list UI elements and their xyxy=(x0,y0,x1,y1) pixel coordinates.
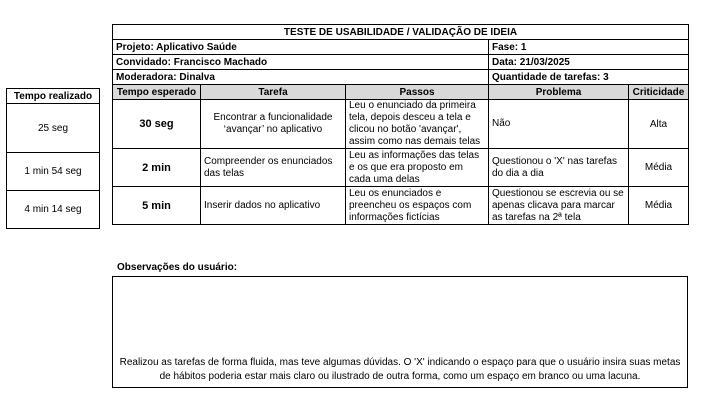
criticality-cell: Alta xyxy=(629,100,689,149)
observations-box xyxy=(112,276,688,388)
table-row xyxy=(113,187,689,225)
guest-field: Convidado: Francisco Machado xyxy=(113,55,489,70)
task-cell: Inserir dados no aplicativo xyxy=(201,187,346,225)
observations-text: Realizou as tarefas de forma fluida, mas teve algumas dúvidas. O 'X' indicando o espaço para que o usuário insira suas metas de hábitos poderia estar mais claro ou ilustrado de outra forma, como um espaço em branco ou uma lacuna. xyxy=(119,357,681,382)
criticality-cell: Média xyxy=(629,187,689,225)
date-field: Data: 21/03/2025 xyxy=(489,55,689,70)
header-expected-time: Tempo esperado xyxy=(113,85,201,100)
phase-field: Fase: 1 xyxy=(489,40,689,55)
header-problem: Problema xyxy=(489,85,629,100)
time-realized-cell: 1 min 54 seg xyxy=(7,153,100,191)
criticality-cell: Média xyxy=(629,149,689,187)
moderator-field: Moderadora: Dinalva xyxy=(113,70,489,85)
task-cell: Compreender os enunciados das telas xyxy=(201,149,346,187)
steps-cell: Leu os enunciados e preencheu os espaços com informações fictícias xyxy=(346,187,489,225)
time-realized-table xyxy=(6,88,100,229)
table-row xyxy=(7,104,100,153)
problem-cell: Questionou o 'X' nas tarefas do dia a dia xyxy=(489,149,629,187)
expected-time-cell: 30 seg xyxy=(113,100,201,149)
expected-time-cell: 5 min xyxy=(113,187,201,225)
task-cell: Encontrar a funcionalidade ‘avançar’ no aplicativo xyxy=(201,100,346,149)
document-title: TESTE DE USABILIDADE / VALIDAÇÃO DE IDEIA xyxy=(113,25,689,40)
time-realized-cell: 25 seg xyxy=(7,104,100,153)
table-row xyxy=(113,149,689,187)
task-count-field: Quantidade de tarefas: 3 xyxy=(489,70,689,85)
header-time-realized: Tempo realizado xyxy=(7,89,100,104)
table-row xyxy=(7,191,100,229)
table-row xyxy=(7,153,100,191)
problem-cell: Não xyxy=(489,100,629,149)
header-steps: Passos xyxy=(346,85,489,100)
table-row xyxy=(113,100,689,149)
usability-test-table-body xyxy=(112,24,689,225)
header-task: Tarefa xyxy=(201,85,346,100)
steps-cell: Leu as informações das telas e os que era proposto em cada uma delas xyxy=(346,149,489,187)
observations-label: Observações do usuário: xyxy=(117,262,238,273)
project-field: Projeto: Aplicativo Saúde xyxy=(113,40,489,55)
problem-cell: Questionou se escrevia ou se apenas clicava para marcar as tarefas na 2ª tela xyxy=(489,187,629,225)
steps-cell: Leu o enunciado da primeira tela, depois desceu a tela e clicou no botão 'avançar', assim como nas demais telas xyxy=(346,100,489,149)
header-criticality: Criticidade xyxy=(629,85,689,100)
expected-time-cell: 2 min xyxy=(113,149,201,187)
time-realized-cell: 4 min 14 seg xyxy=(7,191,100,229)
